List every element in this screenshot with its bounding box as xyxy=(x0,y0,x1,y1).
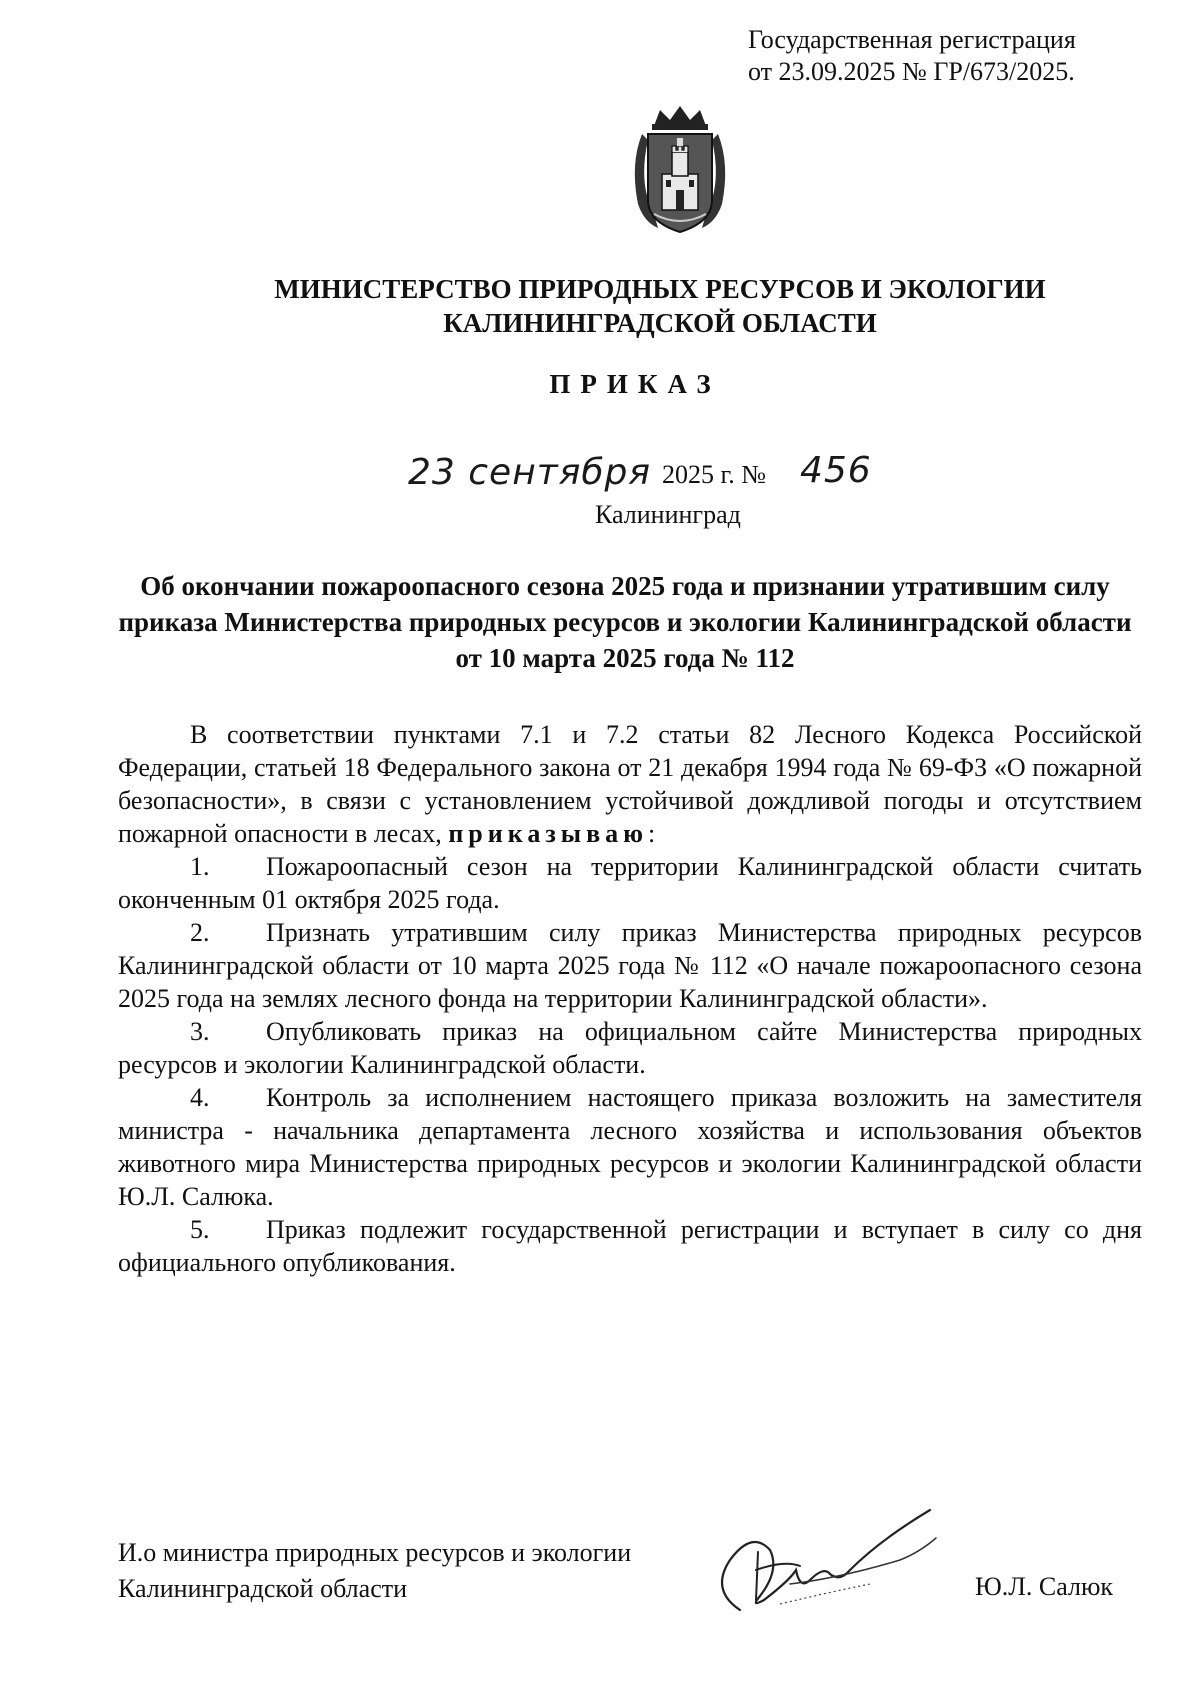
coat-of-arms-icon xyxy=(624,104,736,236)
order-year-number-label: 2025 г. № xyxy=(662,460,767,489)
registration-line-2: от 23.09.2025 № ГР/673/2025. xyxy=(748,57,1075,86)
order-heading: ПРИКАЗ xyxy=(549,369,721,399)
order-body xyxy=(118,718,1142,1279)
preamble-text: В соответствии пунктами 7.1 и 7.2 статьи 82 Лесного Кодекса Российской Федерации, статьей 18 Федерального закона от 21 декабря 1994 года № 69-ФЗ «О пожарной безопасности», в связи с установлением устойчивой дождливой погоды и отсутствием пожарной опасности в лесах, xyxy=(118,720,1142,848)
item-text: Признать утратившим силу приказ Министерства природных ресурсов Калининградской области от 10 марта 2025 года № 112 «О начале пожароопасного сезона 2025 года на землях лесного фонда на территории Калининградской области». xyxy=(118,918,1142,1013)
item-number: 1. xyxy=(190,852,210,881)
registration-line-1: Государственная регистрация xyxy=(748,25,1076,54)
signer-position-line-2: Калининградской области xyxy=(118,1574,408,1603)
order-item-5 xyxy=(118,1213,1142,1279)
handwritten-signature-icon xyxy=(700,1500,940,1622)
signer-position-line-1: И.о министра природных ресурсов и экологии xyxy=(118,1538,632,1567)
order-item-3 xyxy=(118,1015,1142,1081)
registration-note xyxy=(748,24,1076,88)
preamble-paragraph xyxy=(118,718,1142,850)
item-number: 3. xyxy=(190,1017,210,1046)
order-subject: Об окончании пожароопасного сезона 2025 года и признании утратившим силу приказа Министерства природных ресурсов и экологии Калининградской области от 10 марта 2025 года № 112 xyxy=(118,571,1132,673)
handwritten-order-number: 456 xyxy=(800,450,872,491)
order-date-line xyxy=(400,452,920,498)
signer-position xyxy=(118,1535,631,1607)
ministry-title-line-2: КАЛИНИНГРАДСКОЙ ОБЛАСТИ xyxy=(443,308,877,338)
item-number: 5. xyxy=(190,1215,210,1244)
order-item-4 xyxy=(118,1081,1142,1213)
order-verb: приказываю xyxy=(448,819,648,848)
item-text: Приказ подлежит государственной регистрации и вступает в силу со дня официального опубликования. xyxy=(118,1215,1142,1277)
ministry-title-line-1: МИНИСТЕРСТВО ПРИРОДНЫХ РЕСУРСОВ И ЭКОЛОГИИ xyxy=(274,274,1046,304)
order-item-2 xyxy=(118,916,1142,1015)
item-number: 4. xyxy=(190,1083,210,1112)
ministry-title xyxy=(0,272,1200,340)
order-item-1 xyxy=(118,850,1142,916)
item-text: Опубликовать приказ на официальном сайте Министерства природных ресурсов и экологии Калининградской области. xyxy=(118,1017,1142,1079)
order-verb-colon: : xyxy=(647,819,656,848)
item-text: Контроль за исполнением настоящего приказа возложить на заместителя министра - начальника департамента лесного хозяйства и использования объектов животного мира Министерства природных ресурсов и экологии Калининградской области Ю.Л. Салюка. xyxy=(118,1083,1142,1211)
handwritten-date: 23 сентября xyxy=(408,452,652,493)
signer-name: Ю.Л. Салюк xyxy=(975,1572,1113,1601)
order-city: Калининград xyxy=(595,500,741,529)
item-number: 2. xyxy=(190,918,210,947)
item-text: Пожароопасный сезон на территории Калининградской области считать оконченным 01 октября 2025 года. xyxy=(118,852,1142,914)
